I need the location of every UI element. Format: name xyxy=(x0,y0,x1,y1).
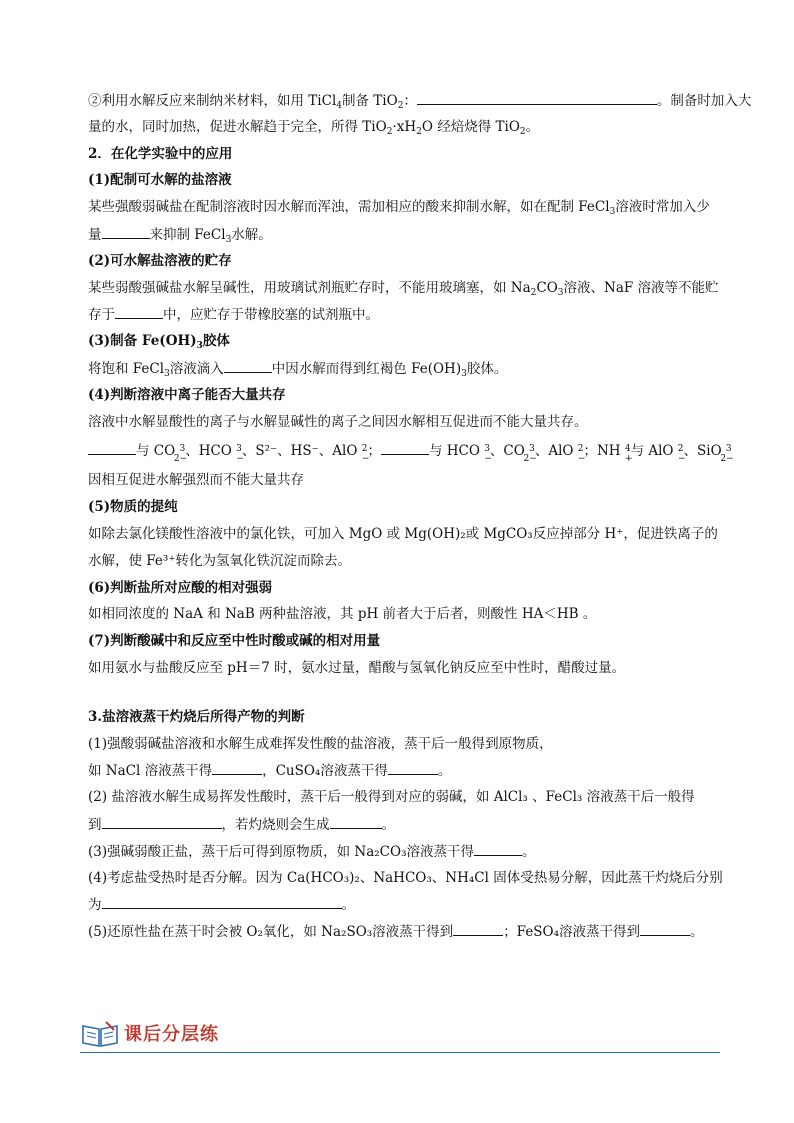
paragraph-line: 将饱和 FeCl$_3$溶液滴入 中因水解而得到红褐色 $Fe(OH)_3$胶体。 xyxy=(88,358,722,379)
subheading-5: (5)物质的提纯 xyxy=(88,499,178,516)
paragraph-line: 量 来抑制 FeCl$_3$水解。 xyxy=(88,224,722,245)
subheading-7: (7)判断酸碱中和反应至中性时酸或碱的相对用量 xyxy=(88,633,381,650)
banner-title: 课后分层练 xyxy=(124,1024,219,1045)
paragraph-line: (1)强酸弱碱盐溶液和水解生成难挥发性酸的盐溶液，蒸干后一般得到原物质， xyxy=(88,735,553,752)
paragraph-line: 因相互促进水解强烈而不能大量共存 xyxy=(88,472,304,489)
answer-blank[interactable] xyxy=(212,760,262,775)
answer-blank[interactable] xyxy=(330,814,382,829)
subheading-3: (3)制备 $Fe(OH)_3$胶体 xyxy=(88,333,230,352)
subheading-4: (4)判断溶液中离子能否大量共存 xyxy=(88,386,286,403)
paragraph-line: 为 。 xyxy=(88,894,722,915)
paragraph-line: 溶液中水解显酸性的离子与水解显碱性的离子之间因水解相互促进而不能大量共存。 xyxy=(88,413,588,430)
paragraph-line: 如除去氯化镁酸性溶液中的氯化铁，可加入 MgO 或 Mg(OH)₂或 MgCO₃反应掉部分 H⁺，促进铁离子的 xyxy=(88,525,718,542)
document-body xyxy=(88,90,752,948)
paragraph-line: (4)考虑盐受热时是否分解。因为 Ca(HCO₃)₂、NaHCO₃、NH₄Cl 固体受热易分解，因此蒸干灼烧后分别 xyxy=(88,869,723,886)
paragraph-line: 某些强酸弱碱盐在配制溶液时因水解而浑浊，需加相应的酸来抑制水解，如在配制 FeCl$_3$溶液时常加入少 xyxy=(88,199,710,218)
paragraph-line: (2) 盐溶液水解生成易挥发性酸时，蒸干后一般得到对应的弱碱，如 AlCl₃ 、FeCl₃ 溶液蒸干后一般得 xyxy=(88,789,695,806)
paragraph-line: (3)强碱弱酸正盐，蒸干后可得到原物质，如 Na₂CO₃溶液蒸干得 。 xyxy=(88,841,722,862)
answer-blank[interactable] xyxy=(102,814,222,829)
section-heading-2: 2．在化学实验中的应用 xyxy=(88,145,233,162)
answer-blank[interactable] xyxy=(388,760,438,775)
section-heading-3: 3.盐溶液蒸干灼烧后所得产物的判断 xyxy=(88,708,305,725)
paragraph-line: 水解，使 Fe³⁺转化为氢氧化铁沉淀而除去。 xyxy=(88,552,351,569)
answer-blank[interactable] xyxy=(102,224,150,239)
book-icon xyxy=(80,1020,120,1048)
subheading-1: (1)配制可水解的盐溶液 xyxy=(88,172,232,189)
line-tio2-continued: 量的水，同时加热，促进水解趋于完全，所得 $TiO_2\cdot xH_2O$ 经焙烧得 TiO$_2$。 xyxy=(88,118,540,137)
paragraph-line: (5)还原性盐在蒸干时会被 O₂氧化，如 Na₂SO₃溶液蒸干得到 ；FeSO₄溶液蒸干得到 。 xyxy=(88,921,722,942)
paragraph-line: 某些弱酸强碱盐水解呈碱性，用玻璃试剂瓶贮存时，不能用玻璃塞，如 $Na_2CO_3$溶液、NaF 溶液等不能贮 xyxy=(88,279,719,298)
answer-blank[interactable] xyxy=(102,894,342,909)
subheading-2: (2)可水解盐溶液的贮存 xyxy=(88,252,232,269)
answer-blank[interactable] xyxy=(381,440,429,455)
paragraph-line: 到 ，若灼烧则会生成 。 xyxy=(88,814,722,835)
answer-blank[interactable] xyxy=(417,90,657,105)
answer-blank[interactable] xyxy=(115,304,163,319)
answer-blank[interactable] xyxy=(224,358,272,373)
paragraph-line: 如用氨水与盐酸反应至 pH＝7 时，氨水过量，醋酸与氢氧化钠反应至中性时，醋酸过量。 xyxy=(88,659,626,676)
section-banner xyxy=(80,1018,720,1053)
subheading-6: (6)判断盐所对应酸的相对强弱 xyxy=(88,579,273,596)
answer-blank[interactable] xyxy=(88,440,136,455)
paragraph-line: 存于 中，应贮存于带橡胶塞的试剂瓶中。 xyxy=(88,304,722,325)
answer-blank[interactable] xyxy=(453,921,503,936)
answer-blank[interactable] xyxy=(474,841,522,856)
ion-list-line: 与 CO 2− 3 、HCO − 3 、S²⁻、HS⁻、AlO − 2 ； 与 HCO − 3 、CO 2− 3 、AlO − 2 ；NH + 4 与 AlO − 2 、SiO 2− 3 xyxy=(88,438,722,462)
line-tio2-preparation: ②利用水解反应来制纳米材料，如用 TiCl$_4$制备 TiO$_2$： 。制备时加入大 xyxy=(88,90,722,111)
answer-blank[interactable] xyxy=(640,921,690,936)
paragraph-line: 如相同浓度的 NaA 和 NaB 两种盐溶液，其 pH 前者大于后者，则酸性 HA＜HB 。 xyxy=(88,606,597,623)
paragraph-line: 如 NaCl 溶液蒸干得 ，CuSO₄溶液蒸干得 。 xyxy=(88,760,722,781)
